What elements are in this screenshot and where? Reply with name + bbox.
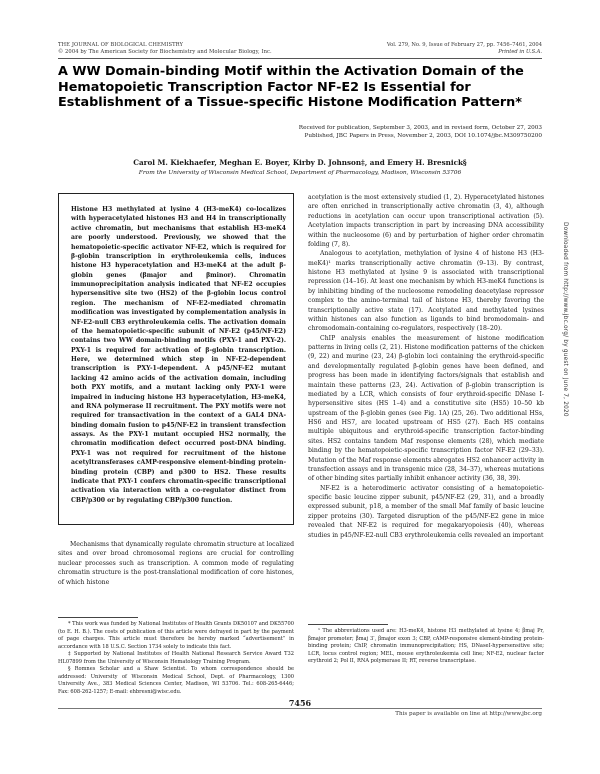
footer-divider bbox=[58, 708, 542, 709]
footnotes-right bbox=[308, 628, 544, 666]
issue-header bbox=[387, 42, 542, 56]
footnote-funding: * This work was funded by National Institutes of Health Grants DK50107 and DK55700 (to E. H. B.). The costs of publication of this article were defrayed in part by the payment of page charges. This article must therefore be hereby marked “advertisement” in accordance with 18 U.S.C. Section 1734 solely to indicate this fact. bbox=[58, 621, 295, 650]
publication-history bbox=[182, 124, 542, 141]
body-paragraph: NF-E2 is a heterodimeric activator consisting of a hematopoietic-specific basic leucine zipper subunit, p45/NF-E2 (29, 31), and a broadly expressed subunit, p18, a member of the small Maf family of basic leucine zipper proteins (30). Targeted disruption of the p45/NF-E2 gene in mice revealed that NF-E2 is required for megakaryopoiesis (40), whereas studies in p45/NF-E2-null CB3 erythroleukemia cells revealed an important bbox=[308, 484, 544, 539]
journal-header bbox=[58, 42, 272, 56]
volume-line: Vol. 279, No. 9, Issue of February 27, pp. 7456–7461, 2004 bbox=[386, 42, 542, 48]
footnote-divider-right bbox=[308, 624, 388, 625]
body-paragraph: acetylation is the most extensively studied (1, 2). Hyperacetylated histones are often enriched in transcriptionally active chromatin (3, 4), although reductions in acetylation can occur upon transcriptional activation (5). Acetylation impacts transcription in part by increasing DNA accessibility within the nucleosome (6) and by perturbation of higher order chromatin folding (7, 8). bbox=[308, 194, 544, 248]
footnote-abbreviations: ¹ The abbreviations used are: H3-meK4, histone H3 methylated at lysine 4; βmaj Pr, βmajor promoter; βmaj 3′, βmajor exon 3; CBP, cAMP-responsive element-binding protein-binding protein; ChIP, chromatin immunoprecipitation; HS, DNaseI-hypersensitive site; LCR, locus control region; MEL, mouse erythroleukemia cell line; NF-E2, nuclear factor erythroid 2; Pol II, RNA polymerase II; RT, reverse transcriptase. bbox=[308, 628, 544, 664]
page-number: 7456 bbox=[288, 698, 312, 708]
download-watermark: Downloaded from http://www.jbc.org/ by guest on June 7, 2020 bbox=[562, 222, 568, 417]
right-column bbox=[308, 193, 544, 540]
body-paragraph: Analogous to acetylation, methylation of lysine 4 of histone H3 (H3-meK4)¹ marks transcriptionally active chromatin (9–13). By contrast, histone H3 methylated at lysine 9 is associated with transcriptional repression (14–16). At least one mechanism by which H3-meK4 functions is by inhibiting binding of the nucleosome remodeling deacetylase repressor complex to the amino-terminal tail of histone H3, thereby favoring the transcriptionally active state (17). Acetylated and methylated lysines within histones can also function as ligands to bind bromodomain- and chromodomain-containing co-regulators, respectively (18–20). bbox=[308, 250, 544, 333]
abstract-text: Histone H3 methylated at lysine 4 (H3-meK4) co-localizes with hyperacetylated histones H3 and H4 in transcriptionally active chromatin, but mechanisms that establish H3-meK4 are poorly understood. Previously, we showed that the hematopoietic-specific activator NF-E2, which is required for β-globin transcription in erythroleukemia cells, induces histone H3 hyperacetylation and H3-meK4 at the adult β-globin genes (βmajor and βminor). Chromatin immunoprecipitation analysis indicated that NF-E2 occupies hypersensitive site two (HS2) of the β-globin locus control region. The mechanism of NF-E2-mediated chromatin modification was investigated by complementation analysis in NF-E2-null CB3 erythroleukemia cells. The activation domain of the hematopoietic-specific subunit of NF-E2 (p45/NF-E2) contains two WW domain-binding motifs (PXY-1 and PXY-2). PXY-1 is required for activation of β-globin transcription. Here, we determined which step in NF-E2-dependent transcription is PXY-1-dependent. A p45/NF-E2 mutant lacking 42 amino acids of the activation domain, including both PXY motifs, and a mutant lacking only PXY-1 were impaired in inducing histone H3 hyperacetylation, H3-meK4, and RNA polymerase II recruitment. The PXY motifs were not required for transactivation in the context of a GAL4 DNA-binding domain fusion to p45/NF-E2 in transient transfection assays. As the PXY-1 mutant occupied HS2 normally, the chromatin modification defect occurred post-DNA binding. PXY-1 was not required for recruitment of the histone acetyltransferases cAMP-responsive element-binding protein-binding protein (CBP) and p300 to HS2. These results indicate that PXY-1 confers chromatin-specific transcriptional activation via interaction with a co-regulator distinct from CBP/p300 or by regulating CBP/p300 function. bbox=[71, 206, 286, 504]
received-date: Received for publication, September 3, 2003, and in revised form, October 27, 2003 bbox=[298, 125, 542, 131]
journal-name: THE JOURNAL OF BIOLOGICAL CHEMISTRY bbox=[58, 42, 184, 48]
printed-line: Printed in U.S.A. bbox=[498, 49, 542, 55]
body-paragraph: ChIP analysis enables the measurement of histone modification patterns in living cells (2, 21). Histone modification patterns of the chicken (9, 22) and murine (23, 24) β-globin loci containing the erythroid-specific and developmentally regulated β-globin genes have been defined, and progress has been made in identifying factors/signals that establish and maintain these patterns (23, 24). Activation of β-globin transcription is mediated by a LCR, which consists of four erythroid-specific DNase I-hypersensitive sites (HS 1–4) and a constitutive site (HS5) 10–50 kb upstream of the β-globin genes (see Fig. 1A) (25, 26). Two additional HSs, HS6 and HS7, are located upstream of HS5 (27). Each HS contains multiple ubiquitous and erythroid-specific transcription factor-binding sites. HS2 contains tandem Maf response elements (28), which mediate binding by the hematopoietic-specific transcription factor NF-E2 (29–33). Mutation of the Maf response elements abrogates HS2 enhancer activity in transfection assays and in transgenic mice (28, 34–37), whereas mutations of other binding sites partially inhibit enhancer activity (36, 38, 39). bbox=[308, 334, 544, 483]
abstract-box bbox=[58, 193, 294, 525]
author-list: Carol M. Kiekhaefer, Meghan E. Boyer, Kirby D. Johnson‡, and Emery H. Bresnick§ bbox=[133, 158, 467, 167]
footnote-divider bbox=[58, 617, 138, 618]
footnotes-left bbox=[58, 621, 294, 696]
footnote-correspondence: § Romnes Scholar and a Shaw Scientist. To whom correspondence should be addressed: University of Wisconsin Medical School, Dept. of Pharmacology, 1300 University Ave., 383 Medical Sciences Center, Madison, WI 53706. Tel.: 608-265-6446; Fax: 608-262-1257; E-mail: ehbresni@wisc.edu. bbox=[58, 666, 294, 695]
header-divider bbox=[58, 58, 542, 59]
affiliation: From the University of Wisconsin Medical School, Department of Pharmacology, Madison, Wisconsin 53706 bbox=[138, 170, 462, 176]
published-date: Published, JBC Papers in Press, November 2, 2003, DOI 10.1074/jbc.M309750200 bbox=[304, 133, 542, 140]
intro-paragraph: Mechanisms that dynamically regulate chromatin structure at localized sites and over broad chromosomal regions are crucial for controlling nuclear processes such as transcription. A common mode of regulating chromatin structure is the post-translational modification of core histones, of which histone bbox=[58, 541, 294, 586]
copyright-line: © 2004 by The American Society for Biochemistry and Molecular Biology, Inc. bbox=[58, 49, 272, 55]
footnote-support: ‡ Supported by National Institutes of Health National Research Service Award T32 HL07899 from the University of Wisconsin Hematology Training Program. bbox=[58, 651, 294, 665]
availability-note: This paper is available on line at http://www.jbc.org bbox=[395, 711, 542, 717]
article-title: A WW Domain-binding Motif within the Activation Domain of the Hematopoietic Transcription Factor NF-E2 Is Essential for Establishment of a Tissue-specific Histone Modification Pattern* bbox=[58, 64, 524, 110]
